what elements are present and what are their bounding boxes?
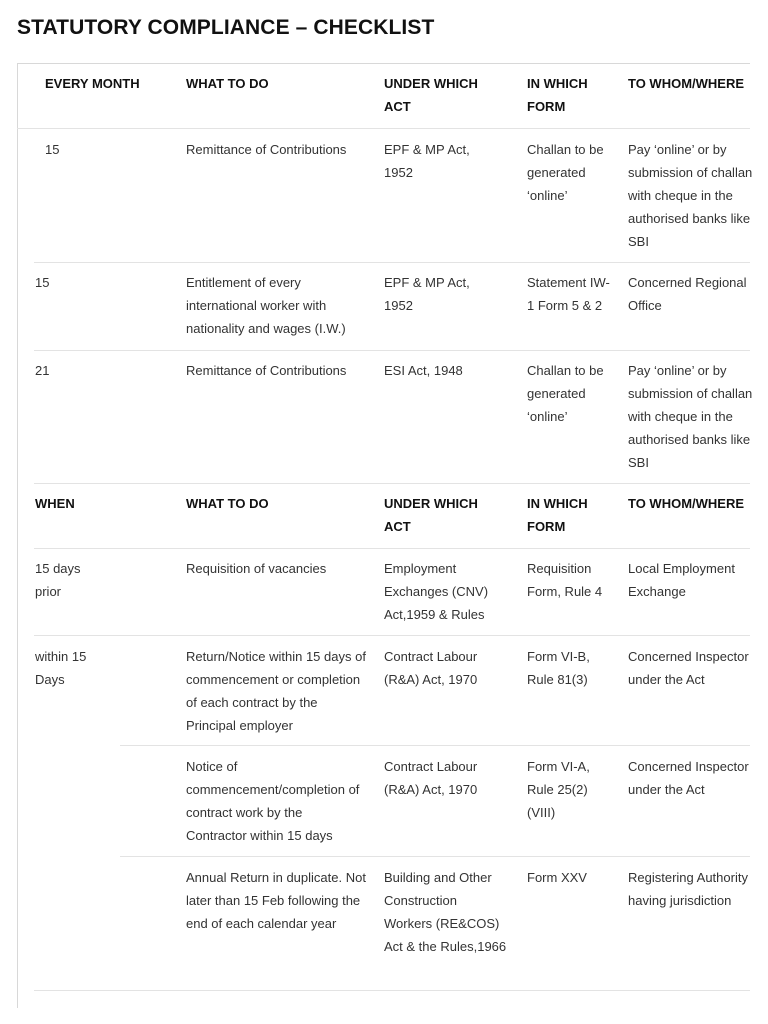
row5-act: Contract Labour (R&A) Act, 1970 (384, 649, 478, 687)
row7-where: Registering Authority having jurisdiction (628, 870, 748, 908)
row2-act: EPF & MP Act, 1952 (384, 275, 470, 313)
row2-form: Statement IW-1 Form 5 & 2 (527, 275, 610, 313)
row-divider (34, 483, 750, 484)
row3-form: Challan to be generated ‘online’ (527, 363, 604, 424)
header-under-which-act: UNDER WHICH ACT (384, 76, 478, 114)
row6-what: Notice of commencement/completion of contract work by the Contractor within 15 days (186, 759, 360, 843)
row-divider (17, 128, 750, 129)
row-divider (120, 745, 750, 746)
row4-where: Local Employment Exchange (628, 561, 735, 599)
header-what-to-do-2: WHAT TO DO (186, 496, 269, 511)
row1-what: Remittance of Contributions (186, 142, 347, 157)
row5-when: within 15 Days (35, 649, 87, 687)
row3-where: Pay ‘online’ or by submission of challan with cheque in the authorised banks like SBI (628, 363, 753, 470)
row6-where: Concerned Inspector under the Act (628, 759, 749, 797)
row-divider (34, 548, 750, 549)
header-to-whom-where-2: TO WHOM/WHERE (628, 496, 745, 511)
row-divider (34, 635, 750, 636)
header-when: WHEN (35, 496, 75, 511)
row4-when: 15 days prior (35, 561, 81, 599)
row6-form: Form VI-A, Rule 25(2) (VIII) (527, 759, 590, 820)
row7-what: Annual Return in duplicate. Not later than 15 Feb following the end of each calendar year (186, 870, 366, 931)
row1-act: EPF & MP Act, 1952 (384, 142, 470, 180)
row-divider (34, 990, 750, 991)
row4-what: Requisition of vacancies (186, 561, 327, 576)
header-what-to-do: WHAT TO DO (186, 76, 269, 91)
row3-day: 21 (35, 363, 50, 378)
row-divider (34, 262, 750, 263)
row1-form: Challan to be generated ‘online’ (527, 142, 604, 203)
row4-act: Employment Exchanges (CNV) Act,1959 & Rules (384, 561, 489, 622)
row7-form: Form XXV (527, 870, 587, 885)
row3-act: ESI Act, 1948 (384, 363, 463, 378)
row-divider (120, 856, 750, 857)
row3-what: Remittance of Contributions (186, 363, 347, 378)
header-every-month: EVERY MONTH (45, 76, 140, 91)
row2-where: Concerned Regional Office (628, 275, 747, 313)
row4-form: Requisition Form, Rule 4 (527, 561, 603, 599)
header-under-which-act-2: UNDER WHICH ACT (384, 496, 478, 534)
row5-what: Return/Notice within 15 days of commencement or completion of each contract by the Principal employer (186, 649, 366, 733)
row7-act: Building and Other Construction Workers (RE&COS) Act & the Rules,1966 (384, 870, 507, 954)
row5-where: Concerned Inspector under the Act (628, 649, 749, 687)
row2-day: 15 (35, 275, 50, 290)
row2-what: Entitlement of every international worker with nationality and wages (I.W.) (186, 275, 346, 336)
header-in-which-form-2: IN WHICH FORM (527, 496, 588, 534)
page-title: STATUTORY COMPLIANCE – CHECKLIST (17, 16, 435, 39)
row1-where: Pay ‘online’ or by submission of challan with cheque in the authorised banks like SBI (628, 142, 753, 249)
row5-form: Form VI-B, Rule 81(3) (527, 649, 590, 687)
row-divider (34, 350, 750, 351)
header-in-which-form: IN WHICH FORM (527, 76, 588, 114)
row1-day: 15 (45, 142, 60, 157)
header-to-whom-where: TO WHOM/WHERE (628, 76, 745, 91)
row6-act: Contract Labour (R&A) Act, 1970 (384, 759, 478, 797)
